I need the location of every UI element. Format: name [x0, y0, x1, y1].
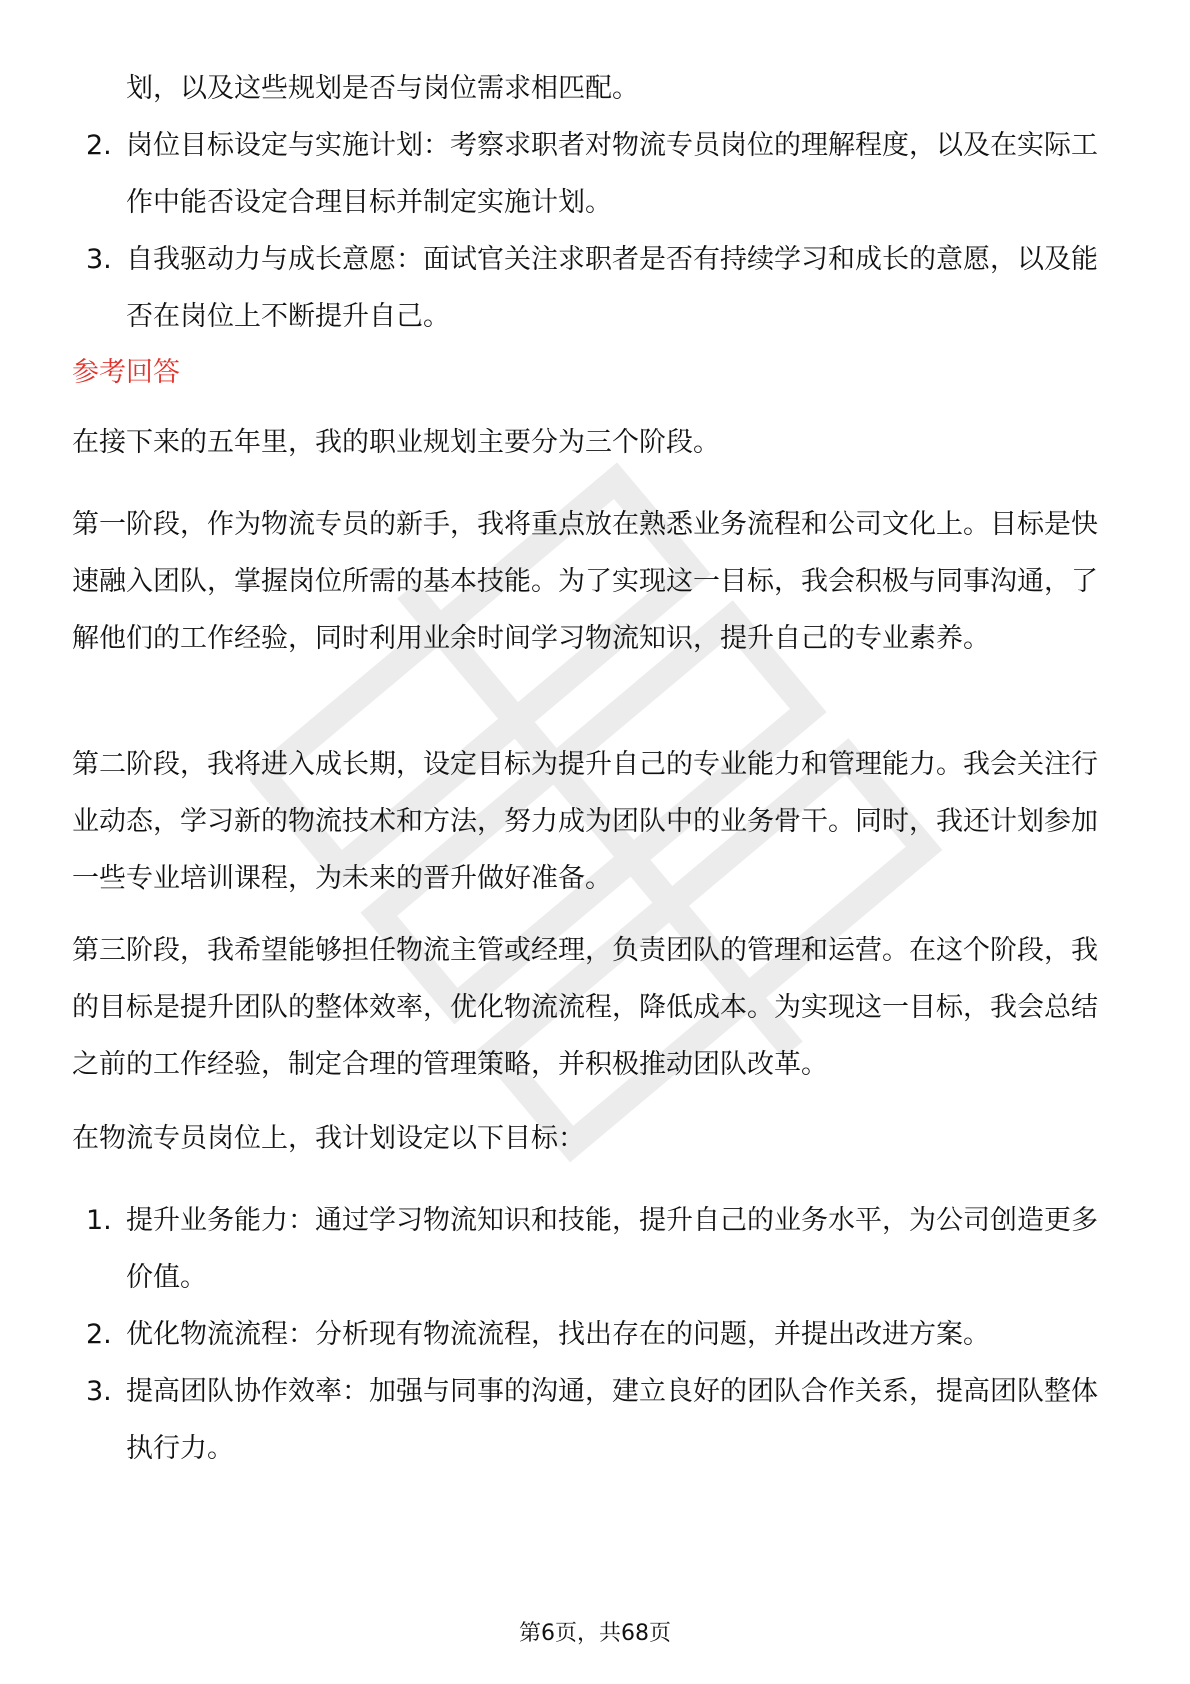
list-item [72, 1363, 1118, 1477]
paragraph: 第二阶段，我将进入成长期，设定目标为提升自己的专业能力和管理能力。我会关注行业动态，学习新的物流技术和方法，努力成为团队中的业务骨干。同时，我还计划参加一些专业培训课程，为未来的晋升做好准备。 [72, 749, 1098, 894]
list-number: 3. [86, 1376, 112, 1407]
list-item [72, 117, 1118, 231]
paragraph: 在接下来的五年里，我的职业规划主要分为三个阶段。 [72, 427, 720, 458]
section-heading: 参考回答 [72, 357, 180, 388]
page-footer: 第6页，共68页 [519, 1621, 671, 1646]
list-number: 1. [86, 1205, 112, 1236]
list-item [72, 1192, 1118, 1306]
list-item-text: 提高团队协作效率：加强与同事的沟通，建立良好的团队合作关系，提高团队整体执行力。 [126, 1376, 1098, 1464]
list-number: 2. [86, 1319, 112, 1350]
list-item [72, 1306, 1118, 1363]
list-number: 2. [86, 130, 112, 161]
paragraph: 第一阶段，作为物流专员的新手，我将重点放在熟悉业务流程和公司文化上。目标是快速融入团队，掌握岗位所需的基本技能。为了实现这一目标，我会积极与同事沟通，了解他们的工作经验，同时利用业余时间学习物流知识，提升自己的专业素养。 [72, 509, 1098, 654]
list-item-text: 提升业务能力：通过学习物流知识和技能，提升自己的业务水平，为公司创造更多价值。 [126, 1205, 1098, 1293]
paragraph: 在物流专员岗位上，我计划设定以下目标： [72, 1123, 585, 1154]
top-list [72, 60, 1118, 345]
list-item-text: 划，以及这些规划是否与岗位需求相匹配。 [126, 73, 639, 104]
list-item-continuation [72, 60, 1118, 117]
list-item-text: 自我驱动力与成长意愿：面试官关注求职者是否有持续学习和成长的意愿，以及能否在岗位上不断提升自己。 [126, 244, 1098, 332]
goals-list [72, 1192, 1118, 1477]
list-number: 3. [86, 244, 112, 275]
list-item [72, 231, 1118, 345]
paragraph: 第三阶段，我希望能够担任物流主管或经理，负责团队的管理和运营。在这个阶段，我的目标是提升团队的整体效率，优化物流流程，降低成本。为实现这一目标，我会总结之前的工作经验，制定合理的管理策略，并积极推动团队改革。 [72, 935, 1098, 1080]
list-item-text: 岗位目标设定与实施计划：考察求职者对物流专员岗位的理解程度，以及在实际工作中能否设定合理目标并制定实施计划。 [126, 130, 1098, 218]
list-item-text: 优化物流流程：分析现有物流流程，找出存在的问题，并提出改进方案。 [126, 1319, 990, 1350]
